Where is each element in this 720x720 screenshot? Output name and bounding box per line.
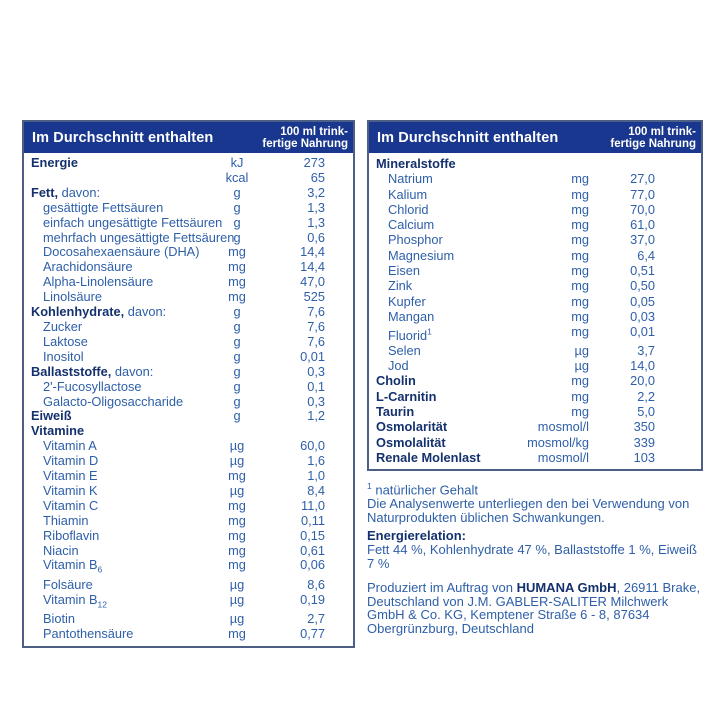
row-value: 0,51 [630, 263, 655, 279]
table-row [369, 187, 701, 202]
row-unit [219, 424, 255, 439]
table-row [369, 389, 701, 404]
row-value: 14,4 [300, 244, 325, 260]
row-value: 5,0 [637, 404, 655, 420]
table-row [24, 216, 353, 231]
table-row [369, 248, 701, 263]
producer-suffix: , 26911 Brake, Deutschland von J.M. GABLER-SALITER Milchwerk GmbH & Co. KG, Kemptener Straße 6 - 8, 87634 Obergrünzburg, Deutschland [367, 580, 701, 636]
row-unit: µg [229, 438, 245, 454]
table-row [24, 439, 353, 454]
table-row [24, 529, 353, 544]
table-row [24, 578, 353, 593]
row-value: 2,2 [637, 388, 655, 404]
row-label: Vitamin A [43, 438, 97, 454]
nutrition-table-left [22, 120, 355, 648]
row-value: 0,11 [301, 512, 325, 528]
producer-prefix: Produziert im Auftrag von [367, 580, 517, 596]
row-label: Cholin [376, 373, 416, 389]
row-value: 3,2 [307, 184, 325, 200]
table-row [369, 278, 701, 293]
row-unit: mg [228, 244, 246, 260]
row-unit: µg [229, 591, 245, 607]
table-row [369, 171, 701, 186]
row-unit: mg [571, 217, 589, 233]
table-row [369, 309, 701, 324]
row-label: mehrfach ungesättigte Fettsäuren [43, 229, 235, 245]
row-label: Vitamin $B_6$ [43, 557, 103, 576]
row-label: Kohlenhydrate, davon: [31, 304, 167, 320]
row-unit: mosmol/kg [527, 434, 589, 450]
row-unit: mg [571, 263, 589, 279]
row-value: 6,4 [637, 247, 655, 263]
row-value: 0,19 [300, 591, 325, 607]
row-unit: g [233, 348, 241, 364]
table-header-title: Im Durchschnitt enthalten [32, 129, 214, 146]
row-value: 0,77 [300, 626, 325, 642]
row-value: 77,0 [630, 186, 655, 202]
row-label: Arachidonsäure [43, 259, 133, 275]
right-column [367, 120, 703, 635]
row-value: 273 [303, 155, 325, 170]
row-label: Kupfer [388, 293, 426, 309]
footnote-natural-content [367, 480, 703, 497]
row-unit: mosmol/l [537, 419, 589, 435]
row-value: 1,2 [307, 408, 325, 424]
row-value: 1,6 [307, 453, 325, 469]
row-unit: mg [571, 308, 589, 324]
row-unit: mg [571, 373, 589, 389]
table-row [24, 335, 353, 350]
table-row [369, 358, 701, 373]
row-unit: mg [571, 186, 589, 202]
row-unit: g [233, 214, 241, 230]
row-label: Vitamin D [43, 453, 99, 469]
row-label: einfach ungesättigte Fettsäuren [43, 214, 223, 230]
row-value: 37,0 [630, 232, 655, 248]
table-header [24, 122, 353, 153]
row-label: Galacto-Oligosaccharide [43, 393, 184, 409]
row-value: 7,6 [307, 333, 325, 349]
table-row [24, 612, 353, 627]
row-value: 60,0 [300, 438, 325, 454]
table-row [24, 245, 353, 260]
row-label: Mangan [388, 308, 435, 324]
table-row [24, 544, 353, 559]
row-label: Eiweiß [31, 408, 72, 424]
row-value: 0,50 [630, 278, 655, 294]
row-label: Mineralstoffe [376, 156, 456, 171]
nutrient-table [369, 156, 701, 465]
row-label: Riboflavin [43, 527, 100, 543]
table-row [369, 404, 701, 419]
row-value: 1,0 [307, 468, 325, 484]
row-unit: µg [229, 611, 245, 627]
row-label: Thiamin [43, 512, 89, 528]
table-row [369, 156, 701, 171]
table-row [24, 171, 353, 186]
nutrition-table-right [367, 120, 703, 471]
row-value: 11,0 [301, 497, 325, 513]
row-value: 0,05 [630, 293, 655, 309]
row-value: 0,01 [630, 324, 655, 340]
row-value: 339 [633, 434, 655, 450]
row-unit: g [233, 333, 241, 349]
row-label: Fluorid$^1$ [388, 326, 432, 343]
row-value [595, 156, 701, 171]
row-label: Biotin [43, 611, 76, 627]
table-row [369, 217, 701, 232]
row-unit: mg [228, 274, 246, 290]
table-row [24, 558, 353, 577]
row-label: Vitamin E [43, 468, 98, 484]
row-unit [499, 156, 595, 171]
row-unit: mg [228, 259, 246, 275]
row-value: 525 [303, 289, 325, 305]
table-row [369, 419, 701, 434]
row-label: Vitamin C [43, 497, 99, 513]
amount-line2: fertige Nahrung [262, 137, 348, 150]
row-label: Renale Molenlast [376, 449, 481, 465]
table-header [369, 122, 701, 153]
row-unit: g [233, 393, 241, 409]
row-value: 350 [633, 419, 655, 435]
row-label: Fett, davon: [31, 184, 100, 200]
row-value: 70,0 [630, 201, 655, 217]
row-label: Calcium [388, 217, 435, 233]
footnote-marker: 1 [367, 481, 372, 492]
row-unit: µg [229, 453, 245, 469]
row-label: Zucker [43, 318, 83, 334]
row-unit: g [233, 229, 241, 245]
row-value: 27,0 [630, 171, 655, 187]
row-label: 2'-Fucosyllactose [43, 378, 142, 394]
row-label: Energie [31, 155, 78, 170]
row-value [255, 424, 353, 439]
energy-relation-text: Fett 44 %, Kohlenhydrate 47 %, Ballaststoffe 1 %, Eiweiß 7 % [367, 541, 697, 571]
row-label: Niacin [43, 542, 79, 558]
row-label: Phosphor [388, 232, 443, 248]
row-value: 1,3 [307, 199, 325, 215]
row-unit: mg [228, 557, 246, 573]
footnote-analysis: Die Analysenwerte unterliegen den bei Verwendung von Naturprodukten üblichen Schwankungen. [367, 496, 690, 525]
row-unit: mosmol/l [537, 449, 589, 465]
row-label: Osmolalität [376, 434, 446, 450]
row-label: Folsäure [43, 576, 93, 592]
row-label: Docosahexaensäure (DHA) [43, 244, 200, 260]
nutrient-table [24, 156, 353, 642]
row-unit: mg [228, 527, 246, 543]
row-unit: mg [228, 542, 246, 558]
row-unit: mg [228, 497, 246, 513]
row-label: Chlorid [388, 201, 429, 217]
footnote-text: natürlicher Gehalt [371, 482, 478, 498]
table-row [369, 202, 701, 217]
row-unit: mg [571, 171, 589, 187]
table-row [369, 373, 701, 388]
row-value: 47,0 [300, 274, 325, 290]
row-unit: mg [571, 293, 589, 309]
row-label: Kalium [388, 186, 428, 202]
table-row [24, 290, 353, 305]
row-unit: mg [571, 201, 589, 217]
row-value: 0,6 [307, 229, 325, 245]
table-row [24, 231, 353, 246]
row-label: Natrium [388, 171, 433, 187]
table-row [24, 454, 353, 469]
table-row [24, 627, 353, 642]
table-row [24, 320, 353, 335]
row-unit: mg [571, 232, 589, 248]
table-row [369, 450, 701, 465]
table-row [24, 409, 353, 424]
row-value: 0,01 [300, 348, 325, 364]
row-value: 0,1 [307, 378, 325, 394]
table-row [24, 260, 353, 275]
table-row [369, 263, 701, 278]
table-row [24, 365, 353, 380]
row-value: 0,03 [630, 308, 655, 324]
table-row [369, 232, 701, 247]
row-value: 8,4 [307, 482, 325, 498]
row-unit: µg [574, 342, 589, 358]
row-value: 61,0 [630, 217, 655, 233]
row-value: 7,6 [307, 318, 325, 334]
row-value: 1,3 [307, 214, 325, 230]
table-row [369, 435, 701, 450]
amount-line2: fertige Nahrung [610, 137, 696, 150]
table-row [24, 201, 353, 216]
row-value: 0,3 [307, 393, 325, 409]
row-label: Linolsäure [43, 289, 103, 305]
row-value: 103 [633, 449, 655, 465]
row-label: Eisen [388, 263, 421, 279]
row-unit: mg [228, 468, 246, 484]
table-header-amount [262, 126, 348, 150]
row-unit: µg [574, 358, 589, 374]
row-value: 3,7 [637, 342, 655, 358]
table-row [24, 593, 353, 612]
row-label: Jod [388, 358, 409, 374]
table-row [369, 294, 701, 309]
row-label [24, 171, 219, 186]
row-value: 0,06 [300, 557, 325, 573]
row-unit: g [233, 184, 241, 200]
row-unit: kcal [225, 169, 249, 185]
table-row [24, 275, 353, 290]
table-row [24, 424, 353, 439]
row-unit: g [233, 318, 241, 334]
row-unit: mg [571, 324, 589, 340]
table-row [24, 156, 353, 171]
row-value: 7,6 [307, 304, 325, 320]
row-unit: g [233, 408, 241, 424]
row-unit: mg [228, 626, 246, 642]
row-label: Selen [388, 342, 421, 358]
amount-line1: 100 ml trink- [628, 125, 696, 138]
row-label: Vitamine [31, 423, 85, 439]
row-label: Alpha-Linolensäure [43, 274, 154, 290]
row-label: Laktose [43, 333, 88, 349]
row-unit: mg [571, 388, 589, 404]
producer-info [367, 581, 703, 635]
row-label: L-Carnitin [376, 388, 437, 404]
row-label: Inositol [43, 348, 84, 364]
row-value: 0,15 [300, 527, 325, 543]
table-row [24, 499, 353, 514]
table-row [24, 395, 353, 410]
row-unit: µg [229, 576, 245, 592]
table-row [369, 324, 701, 343]
row-value: 2,7 [307, 611, 325, 627]
row-label: gesättigte Fettsäuren [43, 199, 164, 215]
row-unit: mg [228, 512, 246, 528]
row-label: Vitamin $B_{12}$ [43, 591, 107, 610]
row-unit: g [233, 199, 241, 215]
row-value: 8,6 [307, 576, 325, 592]
producer-brand: HUMANA GmbH [516, 580, 617, 596]
row-unit: g [233, 304, 241, 320]
row-label: Pantothensäure [43, 626, 134, 642]
row-label: Vitamin K [43, 482, 98, 498]
row-value: 14,4 [300, 259, 325, 275]
row-label: Ballaststoffe, davon: [31, 363, 154, 379]
row-value: 20,0 [630, 373, 655, 389]
table-row [369, 343, 701, 358]
table-row [24, 305, 353, 320]
footnotes [367, 480, 703, 635]
energy-relation-heading: Energierelation: [367, 528, 466, 544]
row-unit: g [233, 378, 241, 394]
row-unit: mg [228, 289, 246, 305]
row-unit: mg [571, 247, 589, 263]
table-row [24, 350, 353, 365]
row-value: 0,3 [307, 363, 325, 379]
table-header-title: Im Durchschnitt enthalten [377, 129, 559, 146]
table-row [24, 380, 353, 395]
row-value: 0,61 [300, 542, 325, 558]
row-label: Taurin [376, 404, 415, 420]
table-row [24, 484, 353, 499]
row-unit: g [233, 363, 241, 379]
table-header-amount [610, 126, 696, 150]
row-value: 65 [310, 169, 325, 185]
row-unit: mg [571, 278, 589, 294]
row-label: Magnesium [388, 247, 455, 263]
row-unit: µg [229, 482, 245, 498]
row-label: Zink [388, 278, 413, 294]
row-label: Osmolarität [376, 419, 448, 435]
table-row [24, 186, 353, 201]
amount-line1: 100 ml trink- [280, 125, 348, 138]
table-row [24, 514, 353, 529]
table-row [24, 469, 353, 484]
row-unit: mg [571, 404, 589, 420]
row-value: 14,0 [630, 358, 655, 374]
row-unit: kJ [230, 155, 244, 170]
